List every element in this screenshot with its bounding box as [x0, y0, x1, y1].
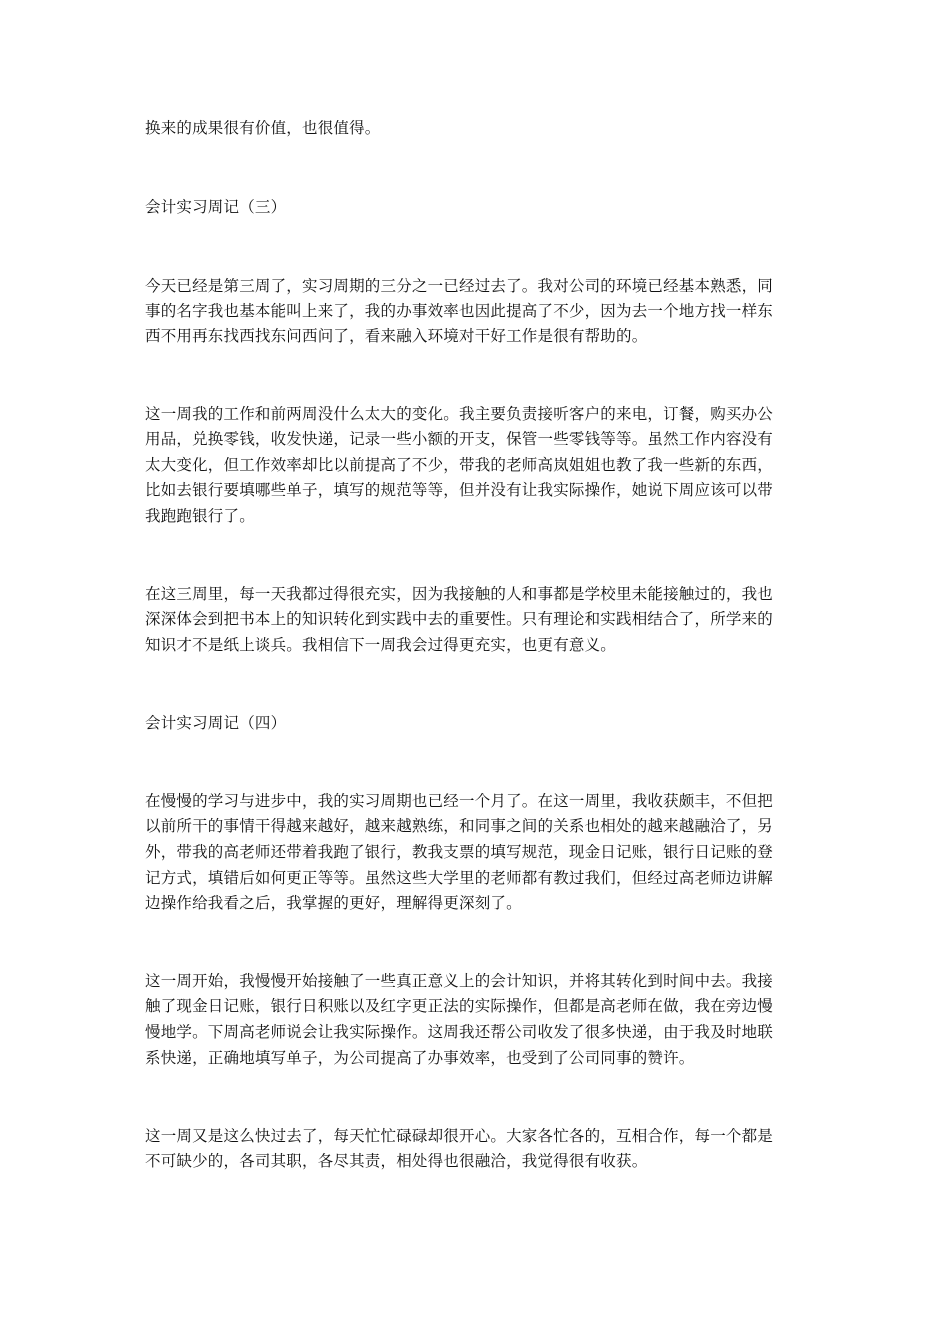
paragraph-line: 慢地学。下周高老师说会让我实际操作。这周我还帮公司收发了很多快递，由于我及时地联 — [145, 1023, 774, 1041]
paragraph-line: 系快递，正确地填写单子，为公司提高了办事效率，也受到了公司同事的赞许。 — [145, 1049, 695, 1067]
paragraph-line: 用品，兑换零钱，收发快递，记录一些小额的开支，保管一些零钱等等。虽然工作内容没有 — [145, 430, 774, 448]
paragraph-line: 太大变化，但工作效率却比以前提高了不少，带我的老师高岚姐姐也教了我一些新的东西， — [145, 456, 774, 474]
paragraph-line: 触了现金日记账，银行日积账以及红字更正法的实际操作，但都是高老师在做，我在旁边慢 — [145, 997, 774, 1015]
paragraph-line: 在这三周里，每一天我都过得很充实，因为我接触的人和事都是学校里未能接触过的，我也 — [145, 585, 774, 603]
paragraph-line: 换来的成果很有价值，也很值得。 — [145, 119, 381, 137]
paragraph-line: 记方式，填错后如何更正等等。虽然这些大学里的老师都有教过我们，但经过高老师边讲解 — [145, 869, 774, 887]
paragraph-line: 事的名字我也基本能叫上来了，我的办事效率也因此提高了不少，因为去一个地方找一样东 — [145, 302, 774, 320]
paragraph-line: 我跑跑银行了。 — [145, 507, 255, 525]
paragraph-line: 今天已经是第三周了，实习周期的三分之一已经过去了。我对公司的环境已经基本熟悉，同 — [145, 277, 774, 295]
paragraph-line: 这一周又是这么快过去了，每天忙忙碌碌却很开心。大家各忙各的，互相合作，每一个都是 — [145, 1127, 774, 1145]
paragraph-line: 在慢慢的学习与进步中，我的实习周期也已经一个月了。在这一周里，我收获颇丰，不但把 — [145, 792, 774, 810]
paragraph-line: 深深体会到把书本上的知识转化到实践中去的重要性。只有理论和实践相结合了，所学来的 — [145, 610, 774, 628]
paragraph-line: 这一周我的工作和前两周没什么太大的变化。我主要负责接听客户的来电，订餐，购买办公 — [145, 405, 774, 423]
paragraph-line: 不可缺少的，各司其职，各尽其责，相处得也很融洽，我觉得很有收获。 — [145, 1152, 648, 1170]
paragraph-line: 这一周开始，我慢慢开始接触了一些真正意义上的会计知识，并将其转化到时间中去。我接 — [145, 972, 774, 990]
paragraph-line: 以前所干的事情干得越来越好，越来越熟练，和同事之间的关系也相处的越来越融洽了，另 — [145, 817, 774, 835]
section-heading-week-4: 会计实习周记（四） — [145, 714, 287, 732]
paragraph-line: 比如去银行要填哪些单子，填写的规范等等，但并没有让我实际操作，她说下周应该可以带 — [145, 481, 774, 499]
paragraph-line: 西不用再东找西找东问西问了，看来融入环境对干好工作是很有帮助的。 — [145, 327, 648, 345]
paragraph-line: 外，带我的高老师还带着我跑了银行，教我支票的填写规范，现金日记账，银行日记账的登 — [145, 843, 774, 861]
paragraph-line: 知识才不是纸上谈兵。我相信下一周我会过得更充实，也更有意义。 — [145, 636, 617, 654]
section-heading-week-3: 会计实习周记（三） — [145, 198, 287, 216]
paragraph-line: 边操作给我看之后，我掌握的更好，理解得更深刻了。 — [145, 894, 522, 912]
